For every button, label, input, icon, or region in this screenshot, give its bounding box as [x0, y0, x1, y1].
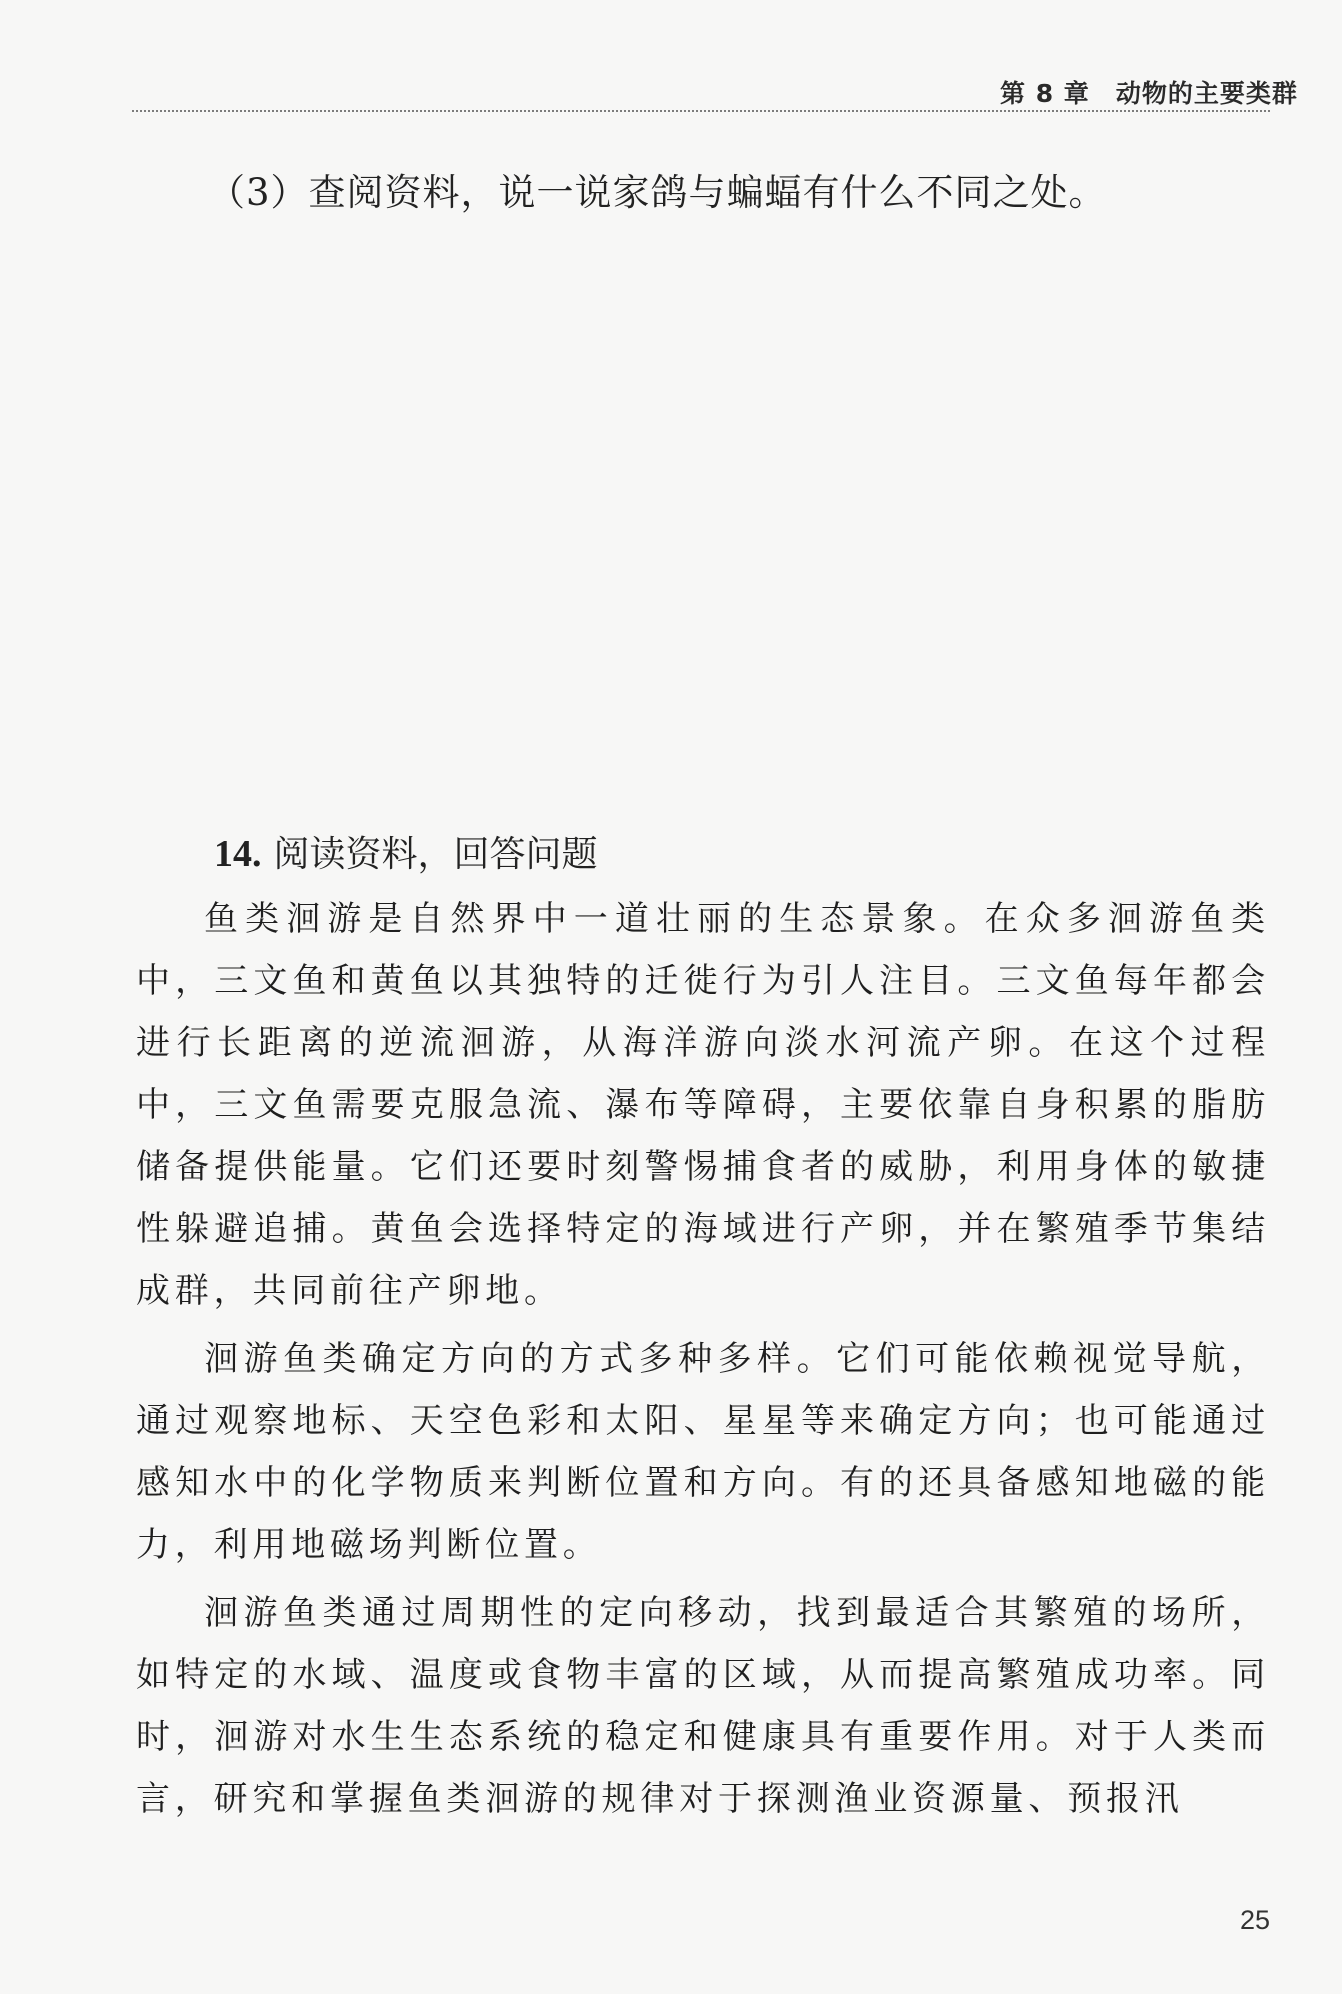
header-divider	[132, 110, 1270, 112]
question-title: 阅读资料，回答问题	[273, 834, 598, 875]
passage-paragraph-1: 鱼类洄游是自然界中一道壮丽的生态景象。在众多洄游鱼类中，三文鱼和黄鱼以其独特的迁徙行为引人注目。三文鱼每年都会进行长距离的逆流洄游，从海洋游向淡水河流产卵。在这个过程中，三文鱼需要克服急流、瀑布等障碍，主要依靠自身积累的脂肪储备提供能量。它们还要时刻警惕捕食者的威胁，利用身体的敏捷性躲避追捕。黄鱼会选择特定的海域进行产卵，并在繁殖季节集结成群，共同前往产卵地。	[136, 899, 1270, 1311]
question-14-heading	[214, 826, 598, 877]
page-number: 25	[1239, 1905, 1270, 1935]
answer-blank-space	[132, 240, 1270, 800]
sub-question-3: （3）查阅资料，说一说家鸽与蝙蝠有什么不同之处。	[208, 171, 1107, 214]
chapter-number: 第 8 章	[1000, 79, 1090, 108]
reading-passage	[136, 888, 1270, 1830]
question-number: 14.	[214, 833, 262, 875]
passage-paragraph-3: 洄游鱼类通过周期性的定向移动，找到最适合其繁殖的场所，如特定的水域、温度或食物丰富的区域，从而提高繁殖成功率。同时，洄游对水生生态系统的稳定和健康具有重要作用。对于人类而言，研究和掌握鱼类洄游的规律对于探测渔业资源量、预报汛	[136, 1593, 1270, 1819]
passage-paragraph-2: 洄游鱼类确定方向的方式多种多样。它们可能依赖视觉导航，通过观察地标、天空色彩和太阳、星星等来确定方向；也可能通过感知水中的化学物质来判断位置和方向。有的还具备感知地磁的能力，利用地磁场判断位置。	[136, 1339, 1270, 1565]
running-header	[1000, 74, 1298, 110]
chapter-title: 动物的主要类群	[1115, 79, 1298, 108]
